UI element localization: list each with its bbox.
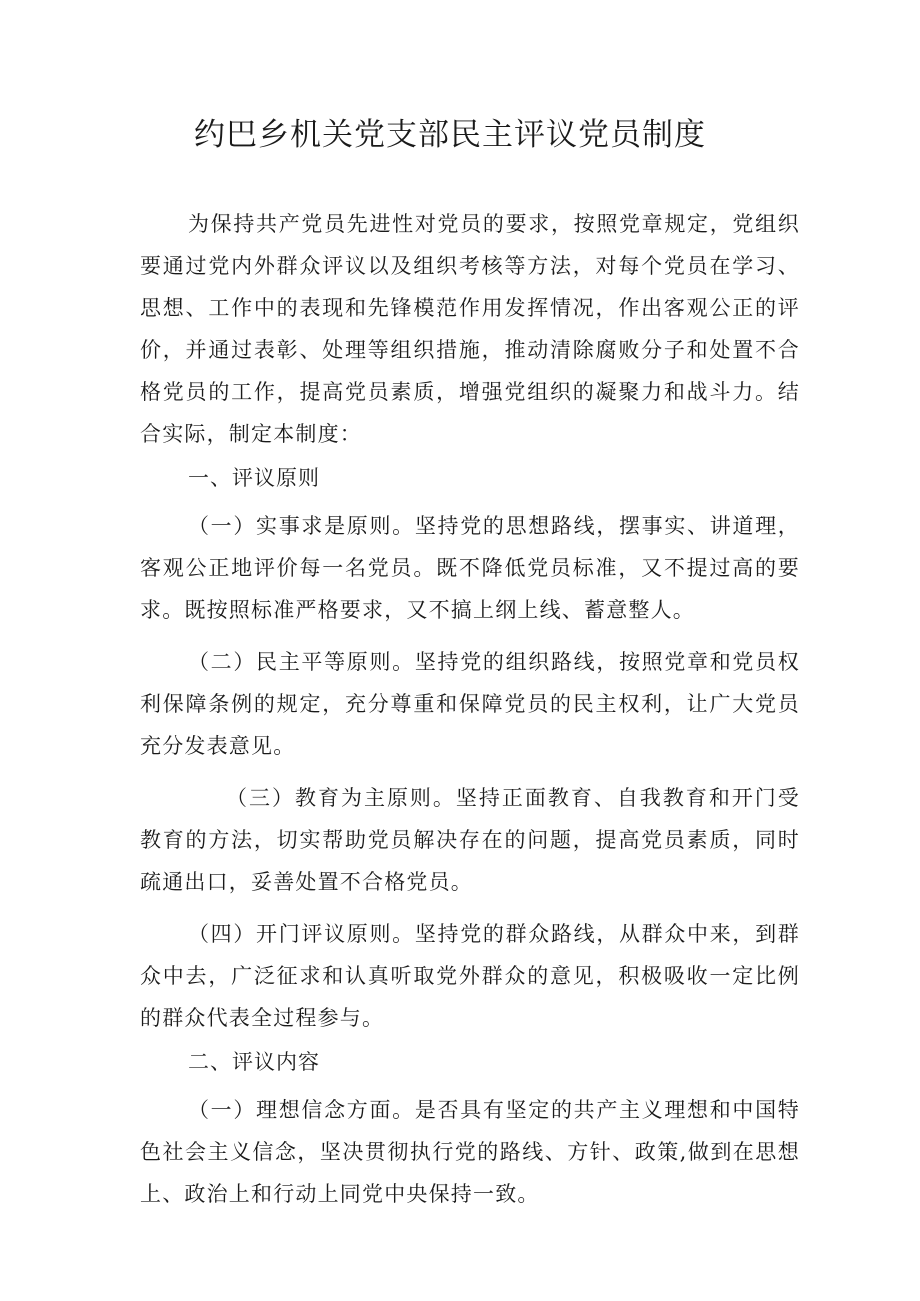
principle-paragraph-1: （一）实事求是原则。坚持党的思想路线，摆事实、讲道理，客观公正地评价每一名党员。既不降低党员标准，又不提过高的要求。既按照标准严格要求，又不搞上纲上线、蓄意整人。 bbox=[140, 514, 800, 622]
section-heading-principles: 一、评议原则 bbox=[188, 466, 320, 490]
intro-paragraph: 为保持共产党员先进性对党员的要求，按照党章规定，党组织要通过党内外群众评议以及组织考核等方法，对每个党员在学习、思想、工作中的表现和先锋模范作用发挥情况，作出客观公正的评价，并通过表彰、处理等组织措施，推动清除腐败分子和处置不合格党员的工作，提高党员素质，增强党组织的凝聚力和战斗力。结合实际，制定本制度： bbox=[140, 212, 800, 446]
section-heading-content: 二、评议内容 bbox=[188, 1050, 320, 1074]
principle-paragraph-3: （三）教育为主原则。坚持正面教育、自我教育和开门受教育的方法，切实帮助党员解决存在的问题，提高党员素质，同时疏通出口，妥善处置不合格党员。 bbox=[140, 786, 800, 894]
document-body bbox=[140, 203, 800, 1215]
content-paragraph-1: （一）理想信念方面。是否具有坚定的共产主义理想和中国特色社会主义信念，坚决贯彻执行党的路线、方针、政策,做到在思想上、政治上和行动上同党中央保持一致。 bbox=[140, 1098, 800, 1206]
document-title: 约巴乡机关党支部民主评议党员制度 bbox=[194, 117, 706, 153]
principle-paragraph-2: （二）民主平等原则。坚持党的组织路线，按照党章和党员权利保障条例的规定，充分尊重和保障党员的民主权利，让广大党员充分发表意见。 bbox=[140, 650, 800, 758]
principle-paragraph-4: （四）开门评议原则。坚持党的群众路线，从群众中来，到群众中去，广泛征求和认真听取党外群众的意见，积极吸收一定比例的群众代表全过程参与。 bbox=[140, 922, 800, 1030]
